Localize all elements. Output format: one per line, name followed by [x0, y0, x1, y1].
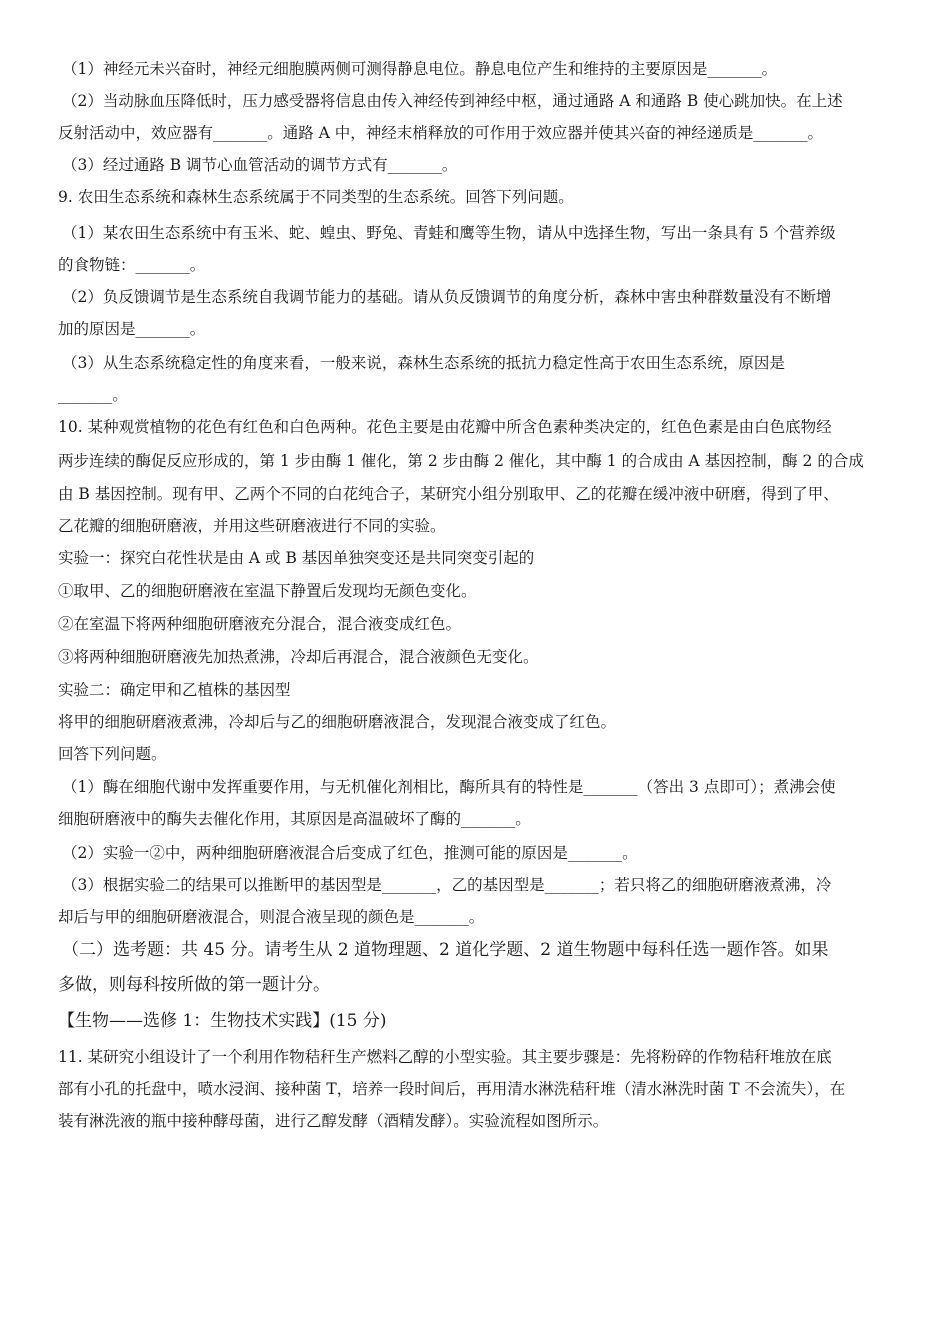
- q9-part2-line1: （2）负反馈调节是生态系统自我调节能力的基础。请从负反馈调节的角度分析，森林中害虫种群数量没有不断增: [62, 288, 832, 306]
- q10-stem-line3: 由 B 基因控制。现有甲、乙两个不同的白花纯合子，某研究小组分别取甲、乙的花瓣在缓冲液中研磨，得到了甲、: [58, 485, 839, 503]
- experiment1-step3: ③将两种细胞研磨液先加热煮沸，冷却后再混合，混合液颜色无变化。: [58, 648, 539, 666]
- elective-heading: 【生物——选修 1：生物技术实践】(15 分): [58, 1011, 387, 1031]
- experiment1-title: 实验一：探究白花性状是由 A 或 B 基因单独突变还是共同突变引起的: [58, 549, 535, 567]
- q10-part3-line2: 却后与甲的细胞研磨液混合，则混合液呈现的颜色是_______。: [58, 908, 485, 926]
- q10-part1-line2: 细胞研磨液中的酶失去催化作用，其原因是高温破坏了酶的_______。: [58, 810, 531, 828]
- q9-part1-line2: 的食物链：_______。: [58, 256, 206, 274]
- q9-part3-line2: _______。: [58, 386, 128, 404]
- q10-part1-line1: （1）酶在细胞代谢中发挥重要作用，与无机催化剂相比，酶所具有的特性是_______（答出 3 点即可）；煮沸会使: [62, 778, 836, 796]
- experiment2-body: 将甲的细胞研磨液煮沸，冷却后与乙的细胞研磨液混合，发现混合液变成了红色。: [58, 713, 617, 731]
- q8-part3: （3）经过通路 B 调节心血管活动的调节方式有_______。: [62, 156, 458, 174]
- experiment1-step2: ②在室温下将两种细胞研磨液充分混合，混合液变成红色。: [58, 615, 462, 633]
- section-optional-line1: （二）选考题：共 45 分。请考生从 2 道物理题、2 道化学题、2 道生物题中每科任选一题作答。如果: [62, 940, 829, 960]
- q10-instruction: 回答下列问题。: [58, 745, 167, 763]
- q11-stem-line1: 11. 某研究小组设计了一个利用作物秸秆生产燃料乙醇的小型实验。其主要步骤是：先将粉碎的作物秸秆堆放在底: [58, 1048, 832, 1066]
- q9-part3-line1: （3）从生态系统稳定性的角度来看，一般来说，森林生态系统的抵抗力稳定性高于农田生态系统，原因是: [62, 354, 785, 372]
- q9-stem: 9. 农田生态系统和森林生态系统属于不同类型的生态系统。回答下列问题。: [58, 188, 574, 206]
- q10-stem-line4: 乙花瓣的细胞研磨液，并用这些研磨液进行不同的实验。: [58, 517, 446, 535]
- q8-part2-line2: 反射活动中，效应器有_______。通路 A 中，神经末梢释放的可作用于效应器并使其兴奋的神经递质是_______。: [58, 124, 824, 142]
- q9-part1-line1: （1）某农田生态系统中有玉米、蛇、蝗虫、野兔、青蛙和鹰等生物，请从中选择生物，写出一条具有 5 个营养级: [62, 224, 836, 242]
- q10-stem-line2: 两步连续的酶促反应形成的，第 1 步由酶 1 催化，第 2 步由酶 2 催化，其中酶 1 的合成由 A 基因控制，酶 2 的合成: [58, 452, 864, 470]
- q8-part1: （1）神经元未兴奋时，神经元细胞膜两侧可测得静息电位。静息电位产生和维持的主要原因是_______。: [62, 60, 778, 78]
- q9-part2-line2: 加的原因是_______。: [58, 320, 206, 338]
- q11-stem-line2: 部有小孔的托盘中，喷水浸润、接种菌 T，培养一段时间后，再用清水淋洗秸秆堆（清水淋洗时菌 T 不会流失），在: [58, 1080, 846, 1098]
- section-optional-line2: 多做，则每科按所做的第一题计分。: [58, 975, 330, 995]
- experiment1-step1: ①取甲、乙的细胞研磨液在室温下静置后发现均无颜色变化。: [58, 582, 477, 600]
- q8-part2-line1: （2）当动脉血压降低时，压力感受器将信息由传入神经传到神经中枢，通过通路 A 和通路 B 使心跳加快。在上述: [62, 92, 843, 110]
- q11-stem-line3: 装有淋洗液的瓶中接种酵母菌，进行乙醇发酵（酒精发酵）。实验流程如图所示。: [58, 1112, 609, 1130]
- q10-part2: （2）实验一②中，两种细胞研磨液混合后变成了红色，推测可能的原因是_______。: [62, 844, 638, 862]
- q10-stem-line1: 10. 某种观赏植物的花色有红色和白色两种。花色主要是由花瓣中所含色素种类决定的，红色色素是由白色底物经: [58, 418, 832, 436]
- q10-part3-line1: （3）根据实验二的结果可以推断甲的基因型是_______，乙的基因型是_______；若只将乙的细胞研磨液煮沸，冷: [62, 876, 832, 894]
- experiment2-title: 实验二：确定甲和乙植株的基因型: [58, 681, 291, 699]
